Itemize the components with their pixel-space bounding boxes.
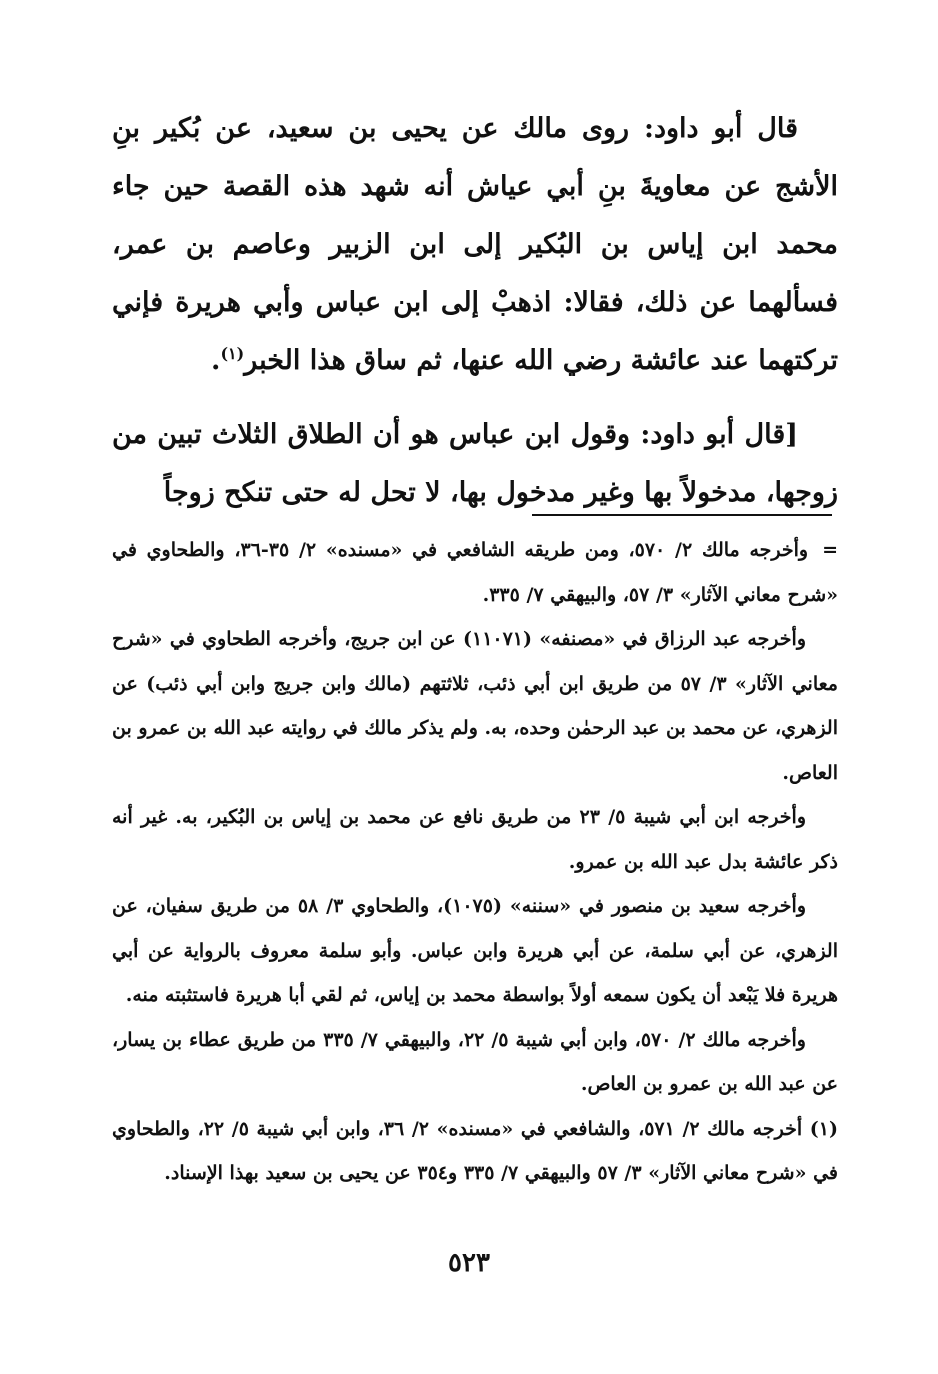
continuation-marker: =	[822, 539, 838, 561]
footnote-reference-1: (١)	[220, 344, 245, 363]
footnote-item: وأخرجه مالك ٢/ ٥٧٠، وابن أبي شيبة ٥/ ٢٢، والبيهقي ٧/ ٣٣٥ من طريق عطاء بن يسار، عن عبد الله بن عمرو بن العاص.	[112, 1028, 838, 1095]
footnote-text: وأخرجه مالك ٢/ ٥٧٠، ومن طريقه الشافعي في «مسنده» ٢/ ٣٥-٣٦، والطحاوي في «شرح معاني الآثار» ٣/ ٥٧، والبيهقي ٧/ ٣٣٥.	[112, 539, 838, 606]
main-text-block	[112, 100, 838, 522]
footnote-item	[112, 528, 838, 617]
footnote-item: وأخرجه عبد الرزاق في «مصنفه» (١١٠٧١) عن ابن جريج، وأخرجه الطحاوي في «شرح معاني الآثار» ٣/ ٥٧ من طريق ابن أبي ذئب، ثلاثتهم (مالك وابن جريج وابن أبي ذئب) عن الزهري، عن محمد بن عبد الرحمٰن وحده، به. ولم يذكر مالك في روايته عبد الله بن عمرو بن العاص.	[112, 628, 838, 784]
footnote-divider	[532, 514, 832, 516]
footnote-item: وأخرجه ابن أبي شيبة ٥/ ٢٣ من طريق نافع عن محمد بن إياس بن البُكير، به. غير أنه ذكر عائشة بدل عبد الله بن عمرو.	[112, 806, 838, 873]
footnotes-block	[112, 528, 838, 1196]
main-paragraph-1	[112, 100, 838, 390]
paragraph-1-text: قال أبو داود: روى مالك عن يحيى بن سعيد، عن بُكير بنِ الأشج عن معاويةَ بنِ أبي عياش أنه شهد هذه القصة حين جاء محمد ابن إياس بن البُكير إلى ابن الزبير وعاصم بن عمر، فسألهما عن ذلك، فقالا: اذهبْ إلى ابن عباس وأبي هريرة فإني تركتهما عند عائشة رضي الله عنها، ثم ساق هذا الخبر	[112, 113, 838, 376]
paragraph-1-end: .	[211, 345, 221, 376]
footnote-item: وأخرجه سعيد بن منصور في «سننه» (١٠٧٥)، والطحاوي ٣/ ٥٨ من طريق سفيان، عن الزهري، عن أبي سلمة، عن أبي هريرة وابن عباس. وأبو سلمة معروف بالرواية عن أبي هريرة فلا يَبْعد أن يكون سمعه أولاً بواسطة محمد بن إياس، ثم لقي أبا هريرة فاستثبته منه.	[112, 895, 838, 1006]
page-number: ٥٢٣	[448, 1248, 490, 1278]
main-paragraph-2: [قال أبو داود: وقول ابن عباس هو أن الطلاق الثلاث تبين من زوجها، مدخولاً بها وغير مدخول بها، لا تحل له حتى تنكح زوجاً	[112, 419, 838, 508]
footnote-item-1: (١) أخرجه مالك ٢/ ٥٧١، والشافعي في «مسنده» ٢/ ٣٦، وابن أبي شيبة ٥/ ٢٢، والطحاوي في «شرح معاني الآثار» ٣/ ٥٧ والبيهقي ٧/ ٣٣٥ و٣٥٤ عن يحيى بن سعيد بهذا الإسناد.	[112, 1117, 838, 1184]
